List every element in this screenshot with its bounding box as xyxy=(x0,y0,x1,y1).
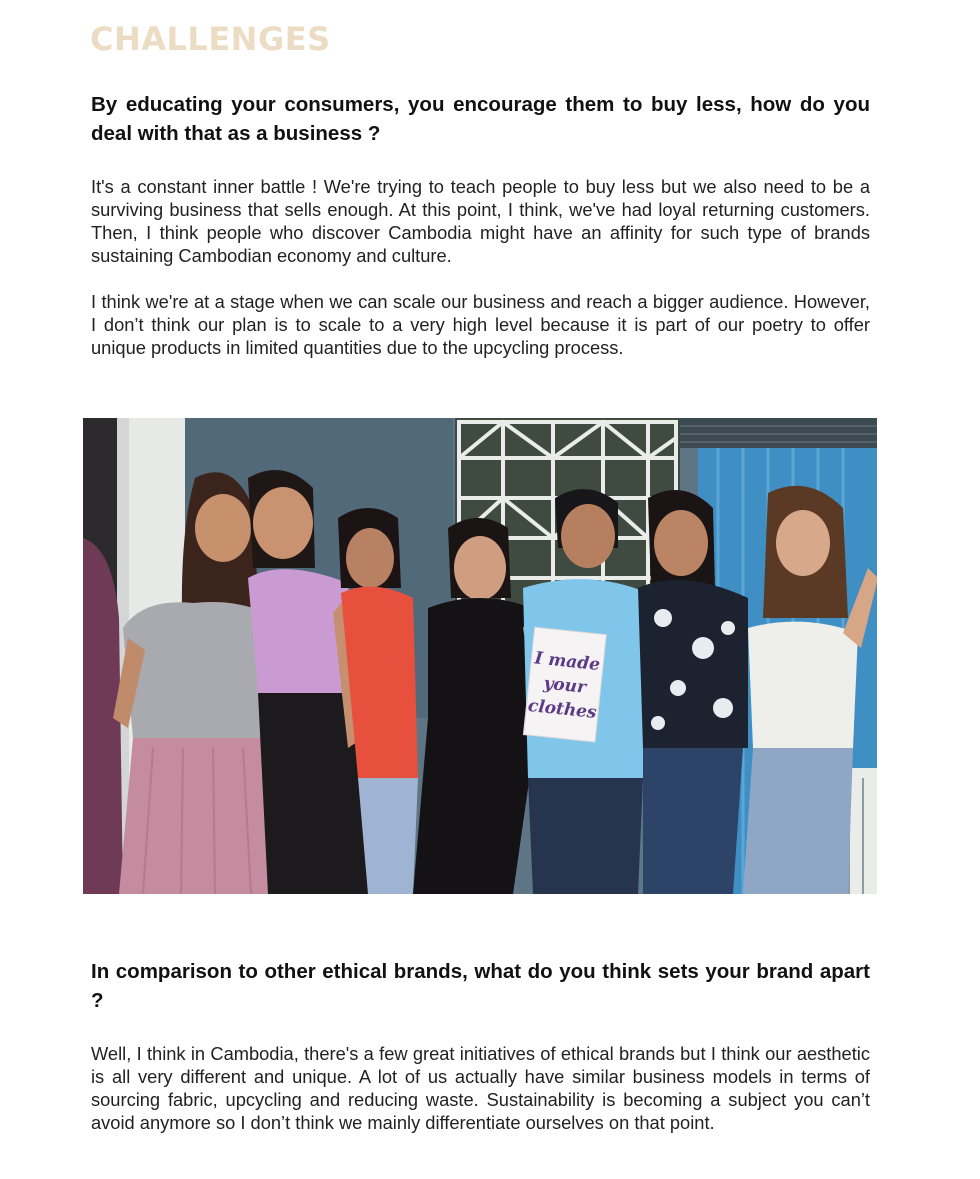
answer-paragraph: I think we're at a stage when we can scale our business and reach a bigger audience. However, I don’t think our plan is to scale to a very high level because it is part of our poetry to offer unique products in limited quantities due to the upcycling process. xyxy=(91,291,870,358)
group-photo-illustration xyxy=(83,418,877,894)
group-photo xyxy=(83,418,877,894)
sign-text-line: I made xyxy=(533,648,601,676)
answer-paragraph: Well, I think in Cambodia, there's a few great initiatives of ethical brands but I think our aesthetic is all very different and unique. A lot of us actually have similar business models in terms of sourcing fabric, upcycling and reducing waste. Sustainability is becoming a subject you can’t avoid anymore so I don’t think we mainly differentiate ourselves on that point. xyxy=(91,1043,870,1133)
answer-paragraph: It's a constant inner battle ! We're trying to teach people to buy less but we also need to be a surviving business that sells enough. At this point, I think, we've had loyal returning customers. Then, I think people who discover Cambodia might have an affinity for such type of brands sustaining Cambodian economy and culture. xyxy=(91,176,870,266)
question-heading: By educating your consumers, you encourage them to buy less, how do you deal with that as a business ? xyxy=(91,93,870,145)
section-label: CHALLENGES xyxy=(90,20,331,58)
sign-text-line: your xyxy=(542,673,587,698)
question-heading: In comparison to other ethical brands, what do you think sets your brand apart ? xyxy=(91,960,870,1012)
sign-text-line: clothes xyxy=(527,695,598,724)
